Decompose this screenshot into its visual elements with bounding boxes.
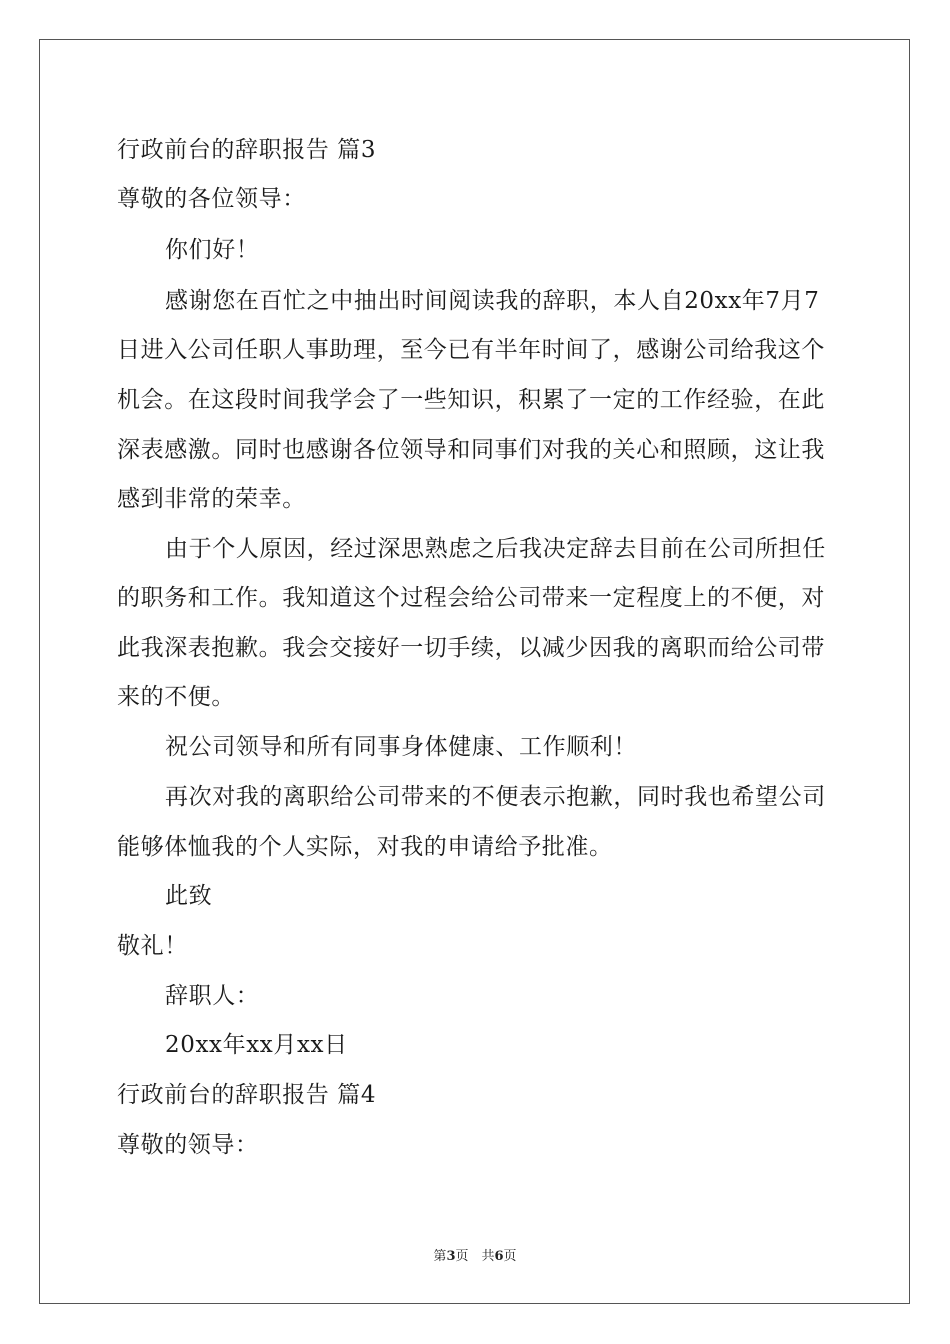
salutation: 尊敬的各位领导： xyxy=(117,186,306,212)
body-line: 能够体恤我的个人实际，对我的申请给予批准。 xyxy=(117,834,613,860)
page-footer xyxy=(0,1248,950,1266)
section-title: 行政前台的辞职报告 篇3 xyxy=(117,137,377,163)
footer-middle: 页 共 xyxy=(455,1249,495,1264)
closing: 此致 xyxy=(165,883,213,909)
salutation: 尊敬的领导： xyxy=(117,1132,259,1158)
body-line: 深表感激。同时也感谢各位领导和同事们对我的关心和照顾，这让我 xyxy=(117,437,825,463)
current-page-number: 3 xyxy=(446,1249,456,1264)
body-line: 祝公司领导和所有同事身体健康、工作顺利！ xyxy=(165,734,637,760)
signature-label: 辞职人： xyxy=(165,983,260,1009)
date-line: 20xx年xx月xx日 xyxy=(165,1032,348,1058)
total-pages-number: 6 xyxy=(494,1249,504,1264)
body-line: 来的不便。 xyxy=(117,684,235,710)
section-title: 行政前台的辞职报告 篇4 xyxy=(117,1082,377,1108)
page-border xyxy=(39,39,910,1304)
closing-regards: 敬礼！ xyxy=(117,933,188,959)
footer-prefix: 第 xyxy=(433,1249,447,1264)
body-line: 日进入公司任职人事助理，至今已有半年时间了，感谢公司给我这个 xyxy=(117,337,825,363)
body-line: 的职务和工作。我知道这个过程会给公司带来一定程度上的不便，对 xyxy=(117,585,825,611)
body-line: 感到非常的荣幸。 xyxy=(117,486,306,512)
body-line: 此我深表抱歉。我会交接好一切手续，以减少因我的离职而给公司带 xyxy=(117,635,825,661)
greeting: 你们好！ xyxy=(165,237,260,263)
body-line: 由于个人原因，经过深思熟虑之后我决定辞去目前在公司所担任 xyxy=(165,536,826,562)
body-line: 机会。在这段时间我学会了一些知识，积累了一定的工作经验，在此 xyxy=(117,387,825,413)
footer-suffix: 页 xyxy=(503,1249,517,1264)
body-line: 感谢您在百忙之中抽出时间阅读我的辞职，本人自20xx年7月7 xyxy=(165,288,820,314)
body-line: 再次对我的离职给公司带来的不便表示抱歉，同时我也希望公司 xyxy=(165,784,826,810)
